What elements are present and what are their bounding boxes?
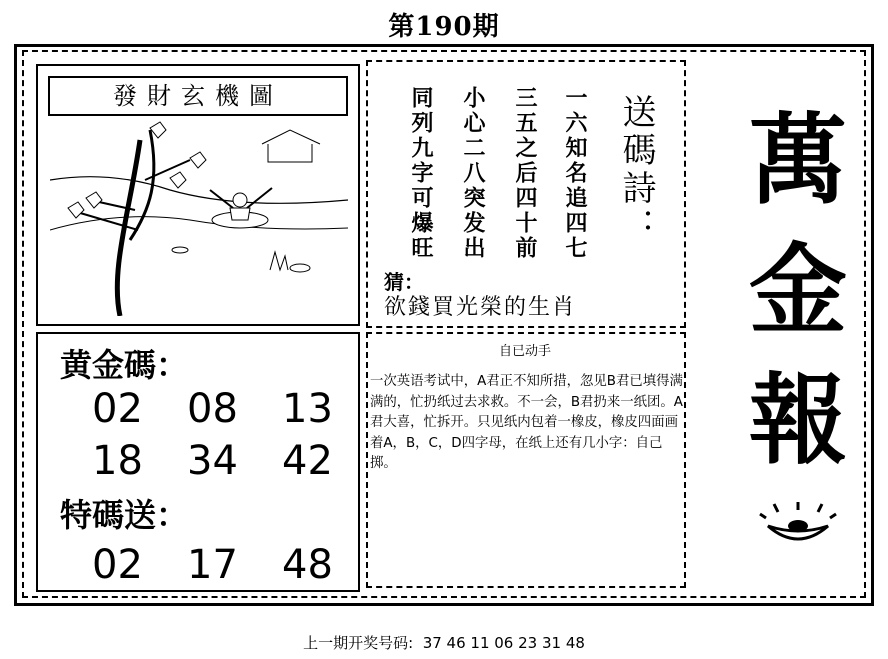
- brand-char-3: 報: [748, 364, 847, 478]
- poem-line-1: 一六知名追四七: [562, 86, 588, 261]
- gold-number: 02: [92, 386, 143, 432]
- gold-ingot-icon: [758, 500, 838, 550]
- gold-row-1: [92, 386, 377, 432]
- poem-line-2: 三五之后四十前: [512, 86, 538, 261]
- gold-number: 08: [187, 386, 238, 432]
- poem-line-3: 小心二八突发出: [460, 86, 486, 261]
- last-draw-numbers: 37 46 11 06 23 31 48: [422, 634, 585, 652]
- poem-label: 送碼詩：: [616, 94, 656, 246]
- last-draw: [0, 632, 888, 653]
- gold-number: 13: [282, 386, 333, 432]
- story-title: 自已动手: [498, 344, 551, 359]
- special-number: 17: [187, 542, 238, 588]
- brand-char-1: 萬: [748, 104, 847, 218]
- gold-label: 黄金碼：: [60, 346, 189, 384]
- poem-line-4: 同列九字可爆旺: [408, 86, 434, 261]
- gold-number: 34: [187, 438, 238, 484]
- issue-number: 第190期: [388, 12, 500, 42]
- last-draw-label: 上一期开奖号码:: [303, 634, 414, 652]
- gold-row-2: [92, 438, 377, 484]
- gold-number: 18: [92, 438, 143, 484]
- special-number: 48: [282, 542, 333, 588]
- special-label: 特碼送：: [60, 496, 189, 534]
- fortune-picture: [50, 120, 348, 316]
- gold-number: 42: [282, 438, 333, 484]
- special-number: 02: [92, 542, 143, 588]
- story-text: 一次英语考试中，A君正不知所措，忽见B君已填得满满的，忙扔纸过去求救。不一会，B君扔来一纸团。A君大喜，忙拆开。只见纸内包着一橡皮，橡皮四面画着A，B，C，D四字母，在纸上还有几小字：自己掷。: [370, 374, 683, 471]
- guess-text: 欲錢買光榮的生肖: [384, 295, 577, 320]
- special-row: [92, 542, 377, 588]
- brand-char-2: 金: [748, 234, 847, 348]
- guess-label: 猜：: [384, 270, 424, 294]
- picture-title: 發財玄機圖: [48, 76, 348, 116]
